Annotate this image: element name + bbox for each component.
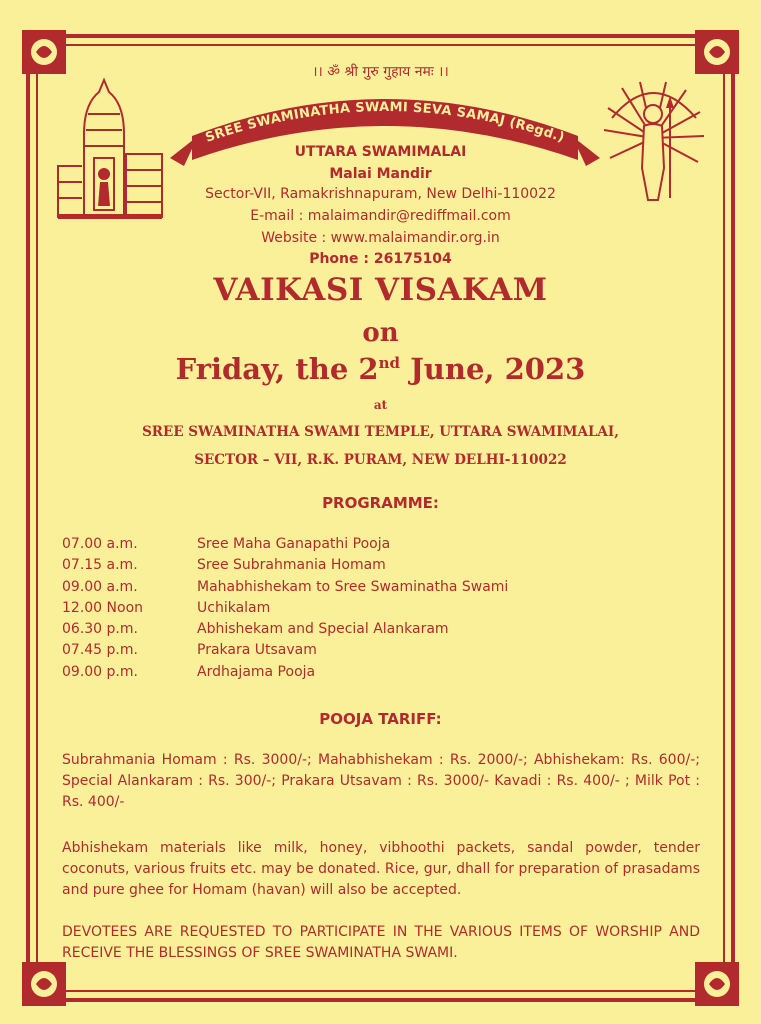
phone-line: Phone : 26175104 <box>309 251 452 267</box>
corner-ornament-icon <box>22 962 66 1006</box>
programme-heading: PROGRAMME: <box>322 494 439 512</box>
website-line: Website : www.malaimandir.org.in <box>261 230 500 246</box>
venue-line-2: SECTOR – VII, R.K. PURAM, NEW DELHI-110022 <box>194 452 567 468</box>
venue-line-1: SREE SWAMINATHA SWAMI TEMPLE, UTTARA SWAMIMALAI, <box>142 424 619 440</box>
list-item: 09.00 p.m. Ardhajama Pooja <box>62 663 316 680</box>
temple-subname: Malai Mandir <box>329 166 432 182</box>
programme-list <box>62 536 702 685</box>
list-item: 12.00 Noon Uchikalam <box>62 599 271 616</box>
materials-text: Abhishekam materials like milk, honey, vibhoothi packets, sandal powder, tender coconuts, various fruits etc. may be donated. Rice, gur, dhall for preparation of prasadams and pure ghee for Homam (havan) will also be accepted. <box>62 840 700 898</box>
event-on: on <box>362 318 399 348</box>
tariff-heading: POOJA TARIFF: <box>319 710 442 728</box>
event-at: at <box>373 398 388 412</box>
temple-address: Sector-VII, Ramakrishnapuram, New Delhi-110022 <box>205 186 556 202</box>
event-title: VAIKASI VISAKAM <box>213 272 548 308</box>
banner-text: SREE SWAMINATHA SWAMI SEVA SAMAJ (Regd.) <box>203 99 567 146</box>
list-item: 07.00 a.m. Sree Maha Ganapathi Pooja <box>62 536 391 552</box>
list-item: 06.30 p.m. Abhishekam and Special Alankaram <box>62 621 449 638</box>
devotees-text: DEVOTEES ARE REQUESTED TO PARTICIPATE IN THE VARIOUS ITEMS OF WORSHIP AND RECEIVE THE BLESSINGS OF SREE SWAMINATHA SWAMI. <box>62 924 700 961</box>
email-line: E-mail : malaimandir@rediffmail.com <box>250 208 511 224</box>
mantra-text: ।। ॐ श्री गुरु गुहाय नमः ।। <box>312 64 449 80</box>
temple-name: UTTARA SWAMIMALAI <box>294 144 467 160</box>
corner-ornament-icon <box>695 962 739 1006</box>
list-item: 07.15 a.m. Sree Subrahmania Homam <box>62 557 386 574</box>
tariff-text: Subrahmania Homam : Rs. 3000/-; Mahabhishekam : Rs. 2000/-; Abhishekam: Rs. 600/-; Special Alankaram : Rs. 300/-; Prakara Utsavam : Rs. 3000/- Kavadi : Rs. 400/- ; Milk Pot : Rs. 400/- <box>62 752 700 810</box>
list-item: 07.45 p.m. Prakara Utsavam <box>62 642 317 659</box>
event-date: Friday, the 2nd June, 2023 <box>175 352 586 386</box>
list-item: 09.00 a.m. Mahabhishekam to Sree Swaminatha Swami <box>62 578 509 595</box>
